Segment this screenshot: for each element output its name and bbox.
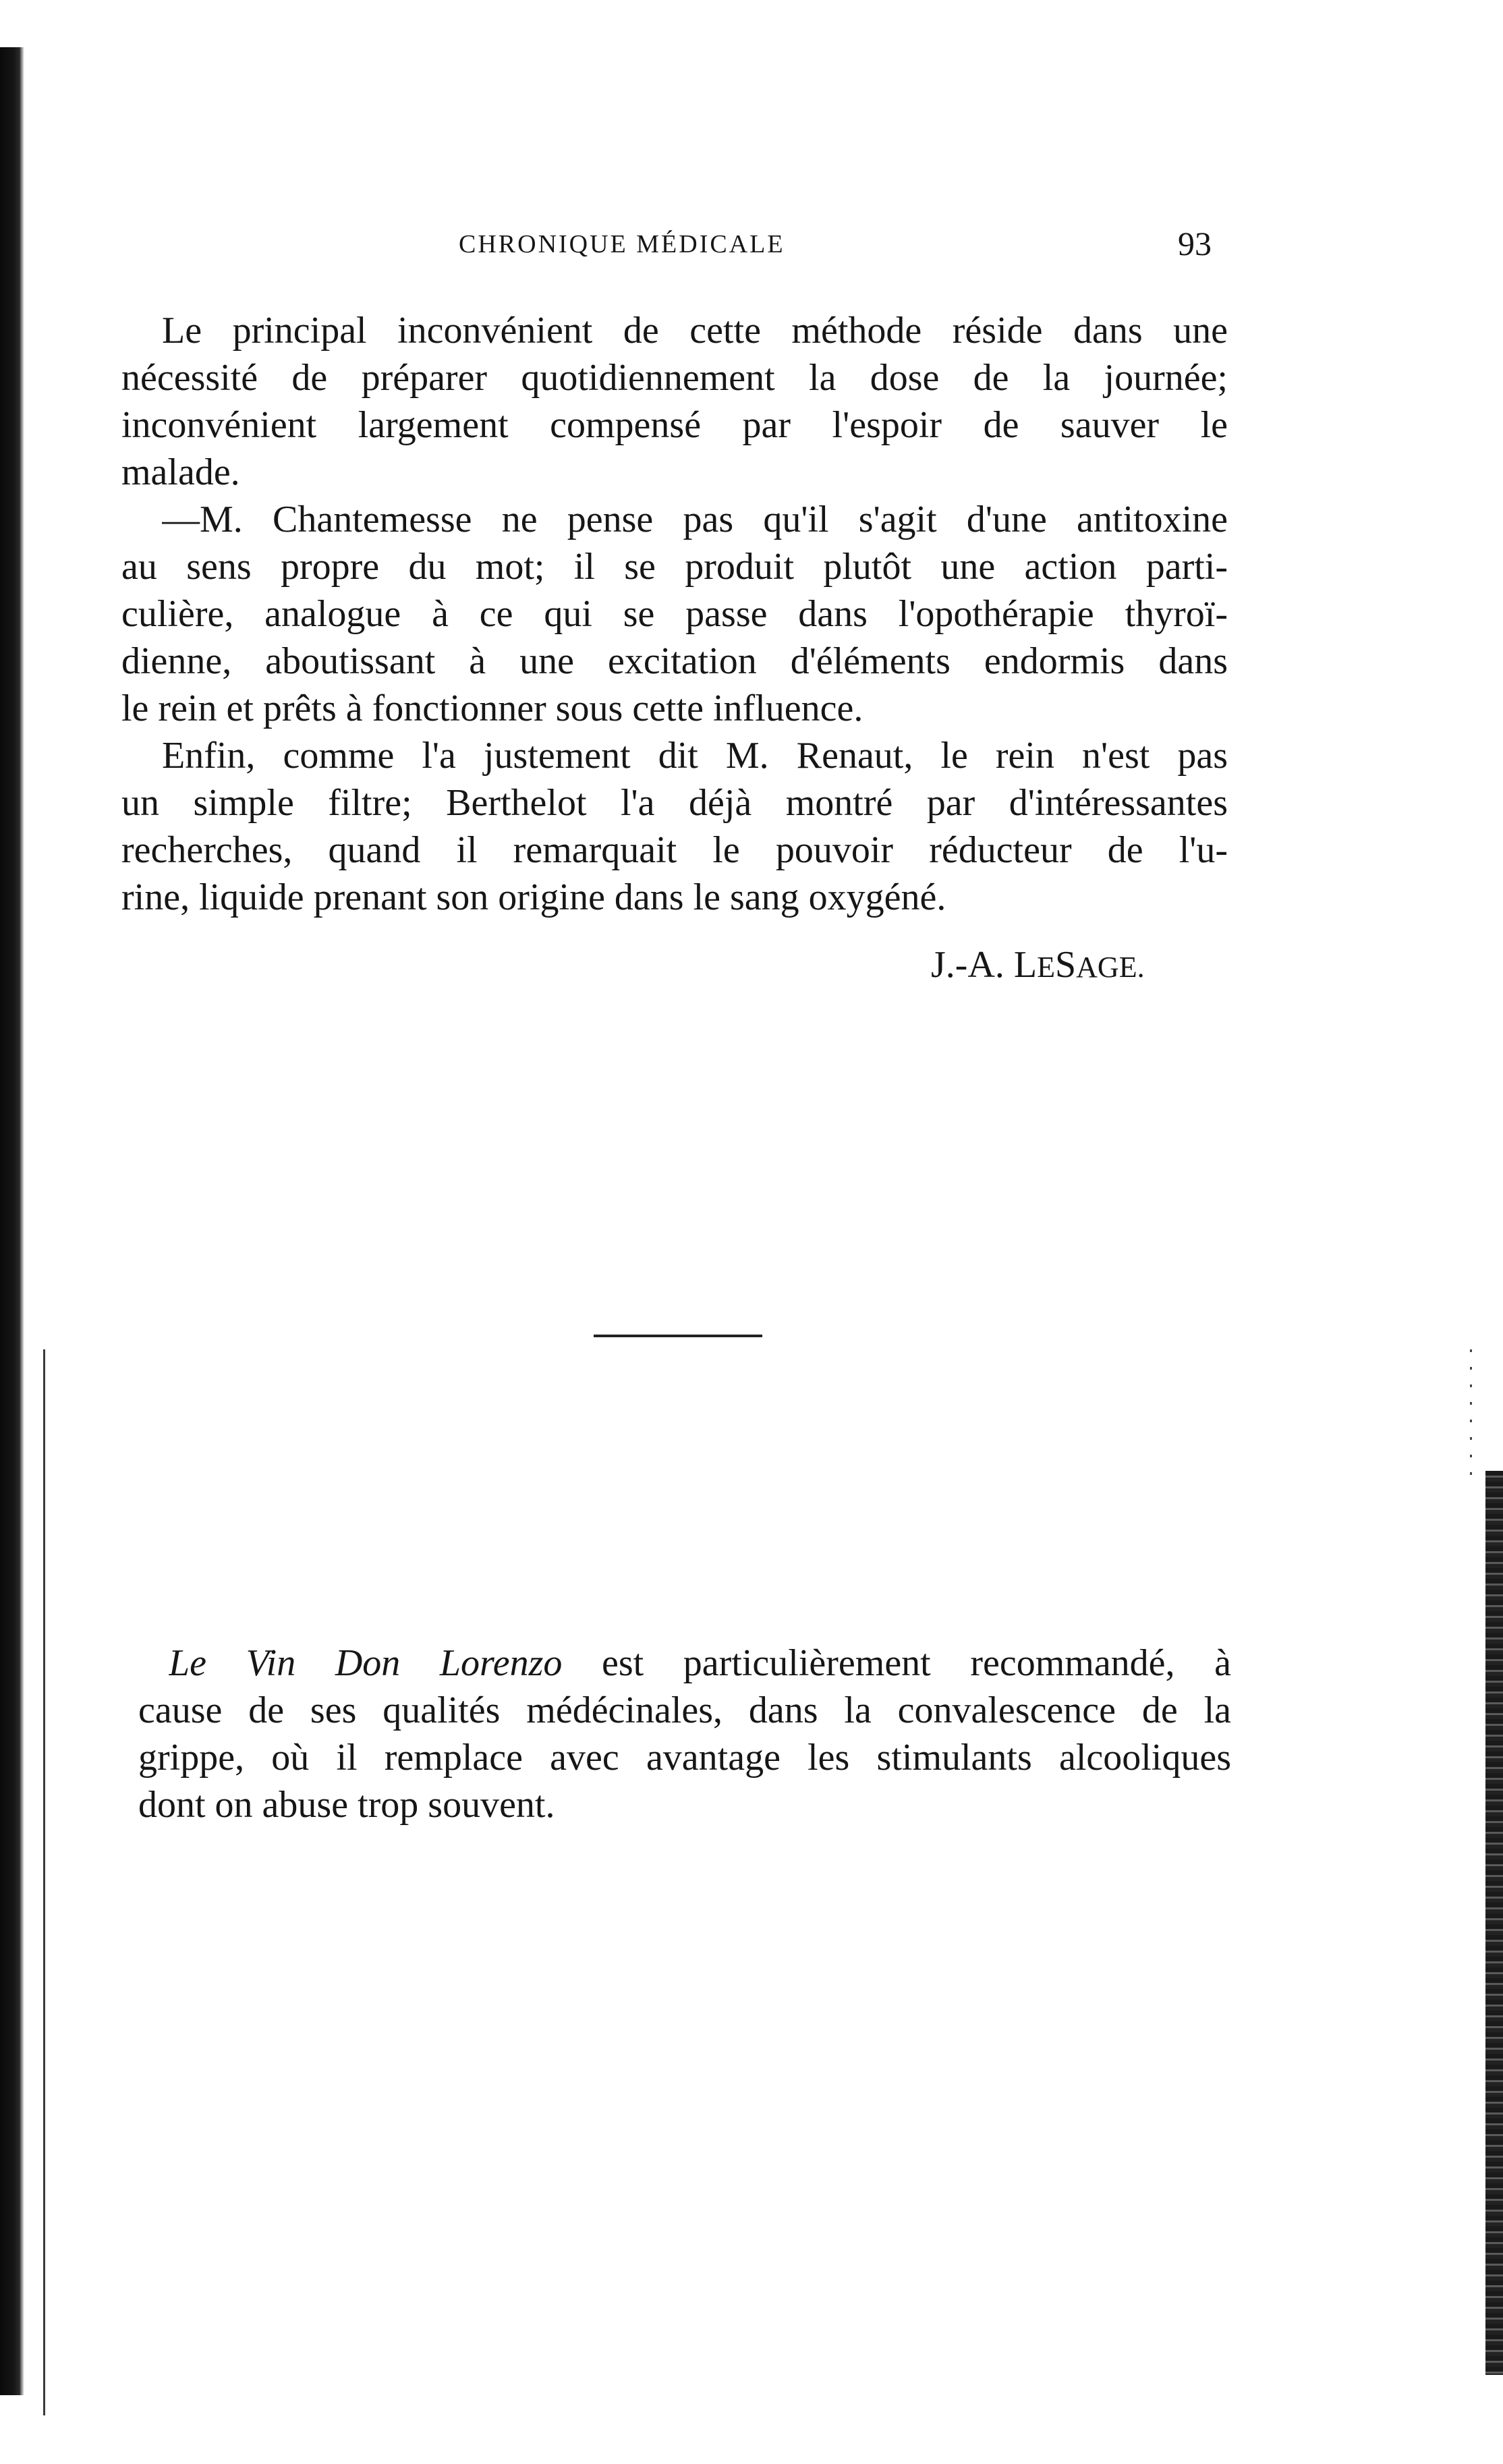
article-line: dienne, aboutissant à une excitation d'éléments endormis dans — [121, 640, 1228, 682]
article-line: un simple filtre; Berthelot l'a déjà montré par d'intéressantes — [121, 782, 1228, 824]
signature-smallcap: E — [1037, 951, 1055, 984]
article-line: nécessité de préparer quotidiennement la dose de la journée; — [121, 357, 1228, 399]
article-line: —M. Chantemesse ne pense pas qu'il s'agit d'une antitoxine — [162, 499, 1228, 540]
article-line: Enfin, comme l'a justement dit M. Renaut, le rein n'est pas — [162, 735, 1228, 777]
section-divider — [594, 1335, 762, 1337]
signature-smallcap-end: AGE. — [1076, 951, 1145, 984]
signature-initials: J.-A. L — [931, 944, 1038, 986]
scan-right-edge — [1485, 1471, 1503, 2375]
scan-left-margin-line — [43, 1349, 45, 2415]
scan-right-specks — [1470, 1349, 1472, 1484]
article-line: au sens propre du mot; il se produit plutôt une action parti- — [121, 546, 1228, 588]
article-line: Le principal inconvénient de cette méthode réside dans une — [162, 310, 1228, 352]
article-line: malade. — [121, 451, 240, 493]
advert-product-name: Le Vin Don Lorenzo — [169, 1642, 563, 1684]
article-line: rine, liquide prenant son origine dans le sang oxygéné. — [121, 876, 946, 918]
advert-line: dont on abuse trop souvent. — [138, 1784, 555, 1826]
page-number: 93 — [1178, 225, 1212, 262]
running-head: CHRONIQUE MÉDICALE — [459, 230, 785, 258]
scan-left-edge — [0, 47, 24, 2395]
advert-line-rest: est particulièrement recommandé, à — [562, 1642, 1231, 1684]
article-line: inconvénient largement compensé par l'espoir de sauver le — [121, 404, 1228, 446]
author-signature — [931, 941, 1145, 991]
advert-line: cause de ses qualités médécinales, dans la convalescence de la — [138, 1689, 1231, 1731]
signature-cap: S — [1054, 944, 1077, 986]
article-line: recherches, quand il remarquait le pouvoir réducteur de l'u- — [121, 829, 1228, 871]
article-line: le rein et prêts à fonctionner sous cette influence. — [121, 688, 863, 729]
advert-line: grippe, où il remplace avec avantage les stimulants alcooliques — [138, 1737, 1231, 1779]
advert-line — [169, 1640, 1231, 1687]
article-line: culière, analogue à ce qui se passe dans l'opothérapie thyroï- — [121, 593, 1228, 635]
